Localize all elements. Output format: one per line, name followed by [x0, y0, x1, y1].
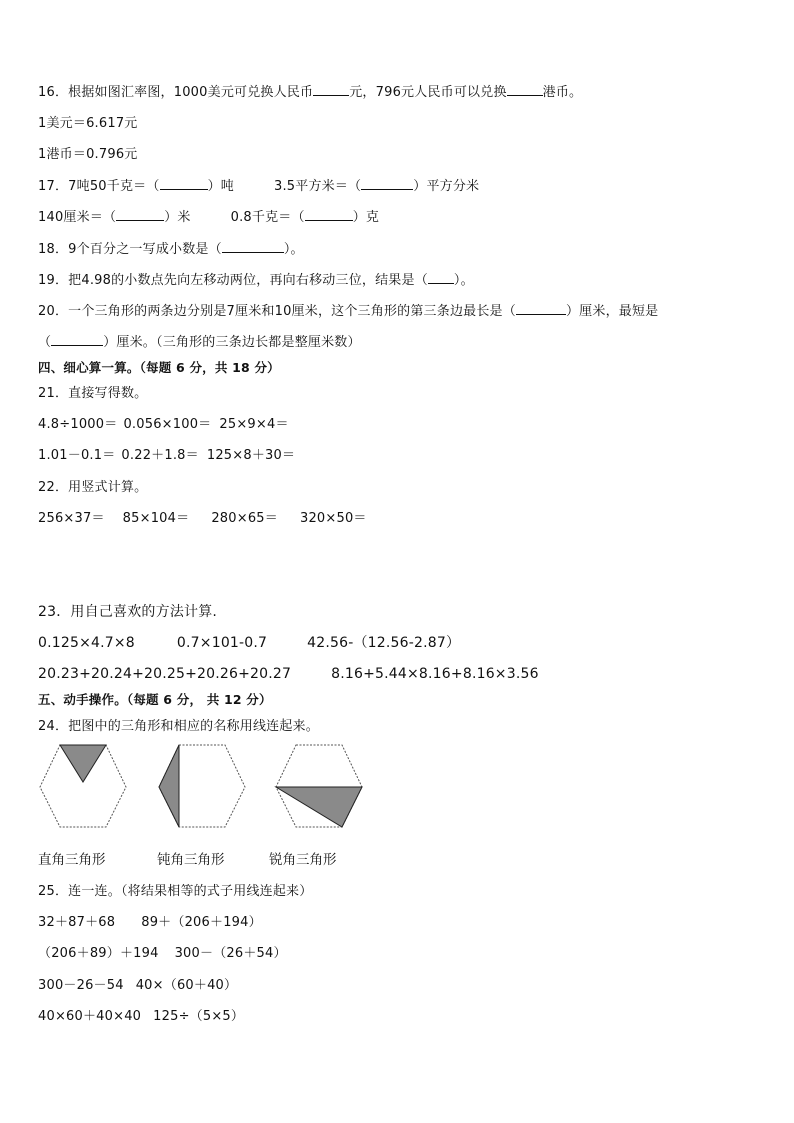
question-23-row2: 20.23+20.24+20.25+20.26+20.27 8.16+5.44×8.16+8.16×3.56: [38, 666, 539, 682]
expr-right[interactable]: 89＋（206＋194）: [141, 915, 262, 930]
question-25-row1: [38, 914, 262, 932]
question-17-row1: 17．7吨50千克＝（ ）吨 3.5平方米＝（ ）平方分米: [38, 179, 480, 194]
answer-blank[interactable]: [222, 240, 284, 253]
question-21-row1: 4.8÷1000＝ 0.056×100＝ 25×9×4＝: [38, 417, 289, 432]
question-22-items: 256×37＝ 85×104＝ 280×65＝ 320×50＝: [38, 511, 367, 526]
question-22-title: 22．用竖式计算。: [38, 480, 148, 495]
obtuse-triangle-shape[interactable]: [159, 745, 179, 827]
acute-triangle-shape[interactable]: [276, 787, 362, 827]
question-21-title: 21．直接写得数。: [38, 386, 148, 401]
hexagon-right-triangle-figure: [38, 742, 128, 830]
section-5-heading: 五、动手操作。（每题 6 分， 共 12 分）: [38, 692, 272, 707]
question-16: 16．根据如图汇率图，1000美元可兑换人民币 元，796元人民币可以兑换 港币。: [38, 85, 583, 100]
answer-blank[interactable]: [507, 83, 543, 96]
question-23-title: 23．用自己喜欢的方法计算.: [38, 604, 218, 620]
answer-blank[interactable]: [428, 271, 454, 284]
question-20-line2: （ ）厘米。（三角形的三条边长都是整厘米数）: [38, 335, 361, 350]
expr-left[interactable]: 300－26－54: [38, 978, 124, 993]
hexagon-acute-triangle-figure: [274, 742, 364, 830]
question-25-row3: [38, 977, 237, 995]
answer-blank[interactable]: [361, 177, 413, 190]
expr-right[interactable]: 125÷（5×5）: [153, 1009, 245, 1024]
expr-right[interactable]: 40×（60＋40）: [135, 978, 238, 993]
question-24-title: 24．把图中的三角形和相应的名称用线连起来。: [38, 719, 319, 734]
answer-blank[interactable]: [313, 83, 349, 96]
label-obtuse-triangle[interactable]: 钝角三角形: [157, 852, 225, 868]
question-20-line1: 20．一个三角形的两条边分别是7厘米和10厘米，这个三角形的第三条边最长是（ ）厘米，最短是: [38, 304, 659, 319]
expr-left[interactable]: 32＋87＋68: [38, 915, 116, 930]
section-4-heading: 四、细心算一算。（每题 6 分，共 18 分）: [38, 360, 280, 375]
answer-blank[interactable]: [305, 208, 353, 221]
expr-right[interactable]: 300－（26＋54）: [174, 946, 287, 961]
label-acute-triangle[interactable]: 锐角三角形: [269, 852, 337, 868]
expr-left[interactable]: （206＋89）＋194: [38, 946, 159, 961]
right-triangle-shape[interactable]: [60, 745, 106, 782]
question-19: 19．把4.98的小数点先向左移动两位，再向右移动三位，结果是（ ）。: [38, 273, 474, 288]
answer-blank[interactable]: [160, 177, 208, 190]
question-25-row2: [38, 945, 287, 963]
answer-blank[interactable]: [51, 333, 103, 346]
rate-hkd: 1港币＝0.796元: [38, 147, 138, 162]
question-23-row1: 0.125×4.7×8 0.7×101-0.7 42.56-（12.56-2.87）: [38, 635, 461, 651]
rate-usd: 1美元＝6.617元: [38, 116, 138, 131]
answer-blank[interactable]: [516, 302, 566, 315]
expr-left[interactable]: 40×60＋40×40: [38, 1009, 142, 1024]
question-18: 18．9个百分之一写成小数是（ ）。: [38, 242, 304, 257]
question-17-row2: 140厘米＝（ ）米 0.8千克＝（ ）克: [38, 210, 380, 225]
hexagon-obtuse-triangle-figure: [157, 742, 247, 830]
question-25-row4: [38, 1008, 244, 1026]
question-25-title: 25．连一连。（将结果相等的式子用线连起来）: [38, 884, 313, 899]
label-right-triangle[interactable]: 直角三角形: [38, 852, 106, 868]
hexagon-outline: [276, 745, 362, 827]
question-21-row2: 1.01－0.1＝ 0.22＋1.8＝ 125×8＋30＝: [38, 448, 296, 463]
answer-blank[interactable]: [116, 208, 164, 221]
